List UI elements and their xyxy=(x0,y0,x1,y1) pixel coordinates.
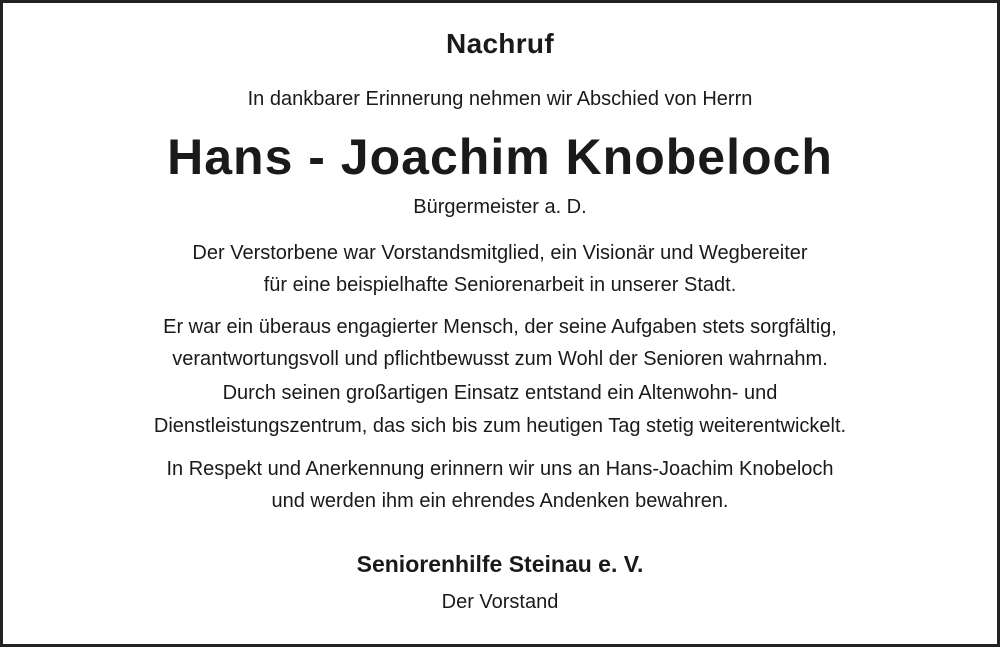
notice-title: Nachruf xyxy=(446,28,554,59)
deceased-role: Bürgermeister a. D. xyxy=(413,196,587,218)
paragraph-3-line-2: und werden ihm ein ehrendes Andenken bewahren. xyxy=(271,490,729,512)
paragraph-2-line-1: Er war ein überaus engagierter Mensch, der seine Aufgaben stets sorgfältig, xyxy=(163,316,837,338)
paragraph-2-line-3: Durch seinen großartigen Einsatz entstand ein Altenwohn- und xyxy=(222,382,778,404)
paragraph-2-line-2: verantwortungsvoll und pflichtbewusst zum Wohl der Senioren wahrnahm. xyxy=(172,348,828,370)
paragraph-2-line-4: Dienstleistungszentrum, das sich bis zum heutigen Tag stetig weiterentwickelt. xyxy=(153,415,847,437)
paragraph-3-line-1: In Respekt und Anerkennung erinnern wir uns an Hans-Joachim Knobeloch xyxy=(166,458,834,480)
organization-name: Seniorenhilfe Steinau e. V. xyxy=(356,551,644,577)
deceased-name: Hans - Joachim Knobeloch xyxy=(167,129,833,185)
paragraph-1-line-2: für eine beispielhafte Seniorenarbeit in unserer Stadt. xyxy=(263,274,737,296)
intro-text: In dankbarer Erinnerung nehmen wir Abschied von Herrn xyxy=(247,88,753,110)
board-signature: Der Vorstand xyxy=(441,591,559,613)
paragraph-1-line-1: Der Verstorbene war Vorstandsmitglied, ein Visionär und Wegbereiter xyxy=(192,242,808,264)
